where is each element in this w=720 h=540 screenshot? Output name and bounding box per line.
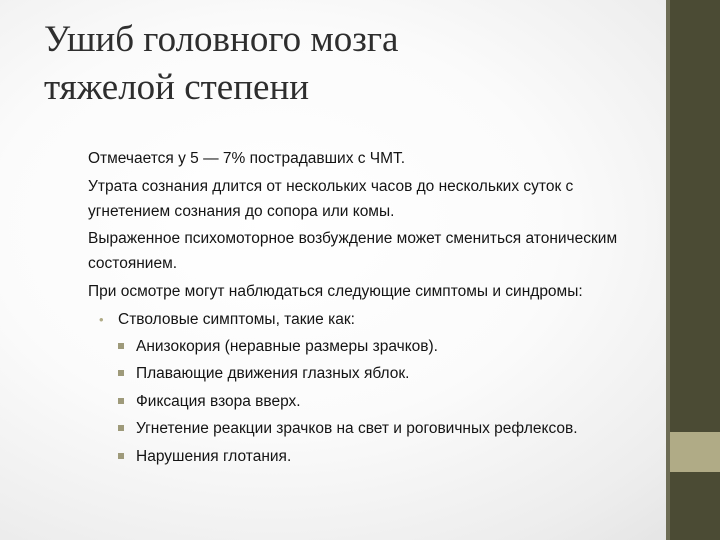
sidebar-accent-block	[670, 432, 720, 472]
square-bullet-icon	[118, 453, 124, 459]
square-bullet-icon	[118, 343, 124, 349]
symptom-item	[88, 334, 648, 359]
slide-title-line-1: Ушиб головного мозга	[44, 19, 399, 60]
symptom-item	[88, 389, 648, 414]
symptom-item	[88, 416, 648, 441]
symptom-item	[88, 444, 648, 469]
bullet-dot-icon: •	[99, 311, 104, 327]
slide-body	[88, 146, 648, 471]
paragraph-agitation: Выраженное психомоторное возбуждение может смениться атоническим состоянием.	[88, 230, 618, 272]
square-bullet-icon	[118, 370, 124, 376]
bullet-item-brainstem	[88, 307, 648, 332]
symptom-label: Анизокория (неравные размеры зрачков).	[136, 337, 438, 355]
paragraph-examination: При осмотре могут наблюдаться следующие симптомы и синдромы:	[88, 282, 583, 300]
slide-title	[44, 16, 644, 112]
bullet-item-label: Стволовые симптомы, такие как:	[118, 310, 355, 328]
symptom-label: Угнетение реакции зрачков на свет и роговичных рефлексов.	[136, 420, 578, 437]
paragraph-consciousness: Утрата сознания длится от нескольких часов до нескольких суток с угнетением сознания до сопора или комы.	[88, 177, 574, 220]
symptom-label: Плавающие движения глазных яблок.	[136, 365, 410, 382]
square-bullet-icon	[118, 425, 124, 431]
symptom-label: Нарушения глотания.	[136, 447, 292, 465]
symptom-item	[88, 361, 648, 386]
symptom-list	[88, 334, 648, 469]
slide-title-line-2: тяжелой степени	[44, 67, 310, 108]
paragraph-incidence: Отмечается у 5 — 7% пострадавших с ЧМТ.	[88, 150, 406, 167]
square-bullet-icon	[118, 398, 124, 404]
symptom-label: Фиксация взора вверх.	[136, 392, 301, 410]
